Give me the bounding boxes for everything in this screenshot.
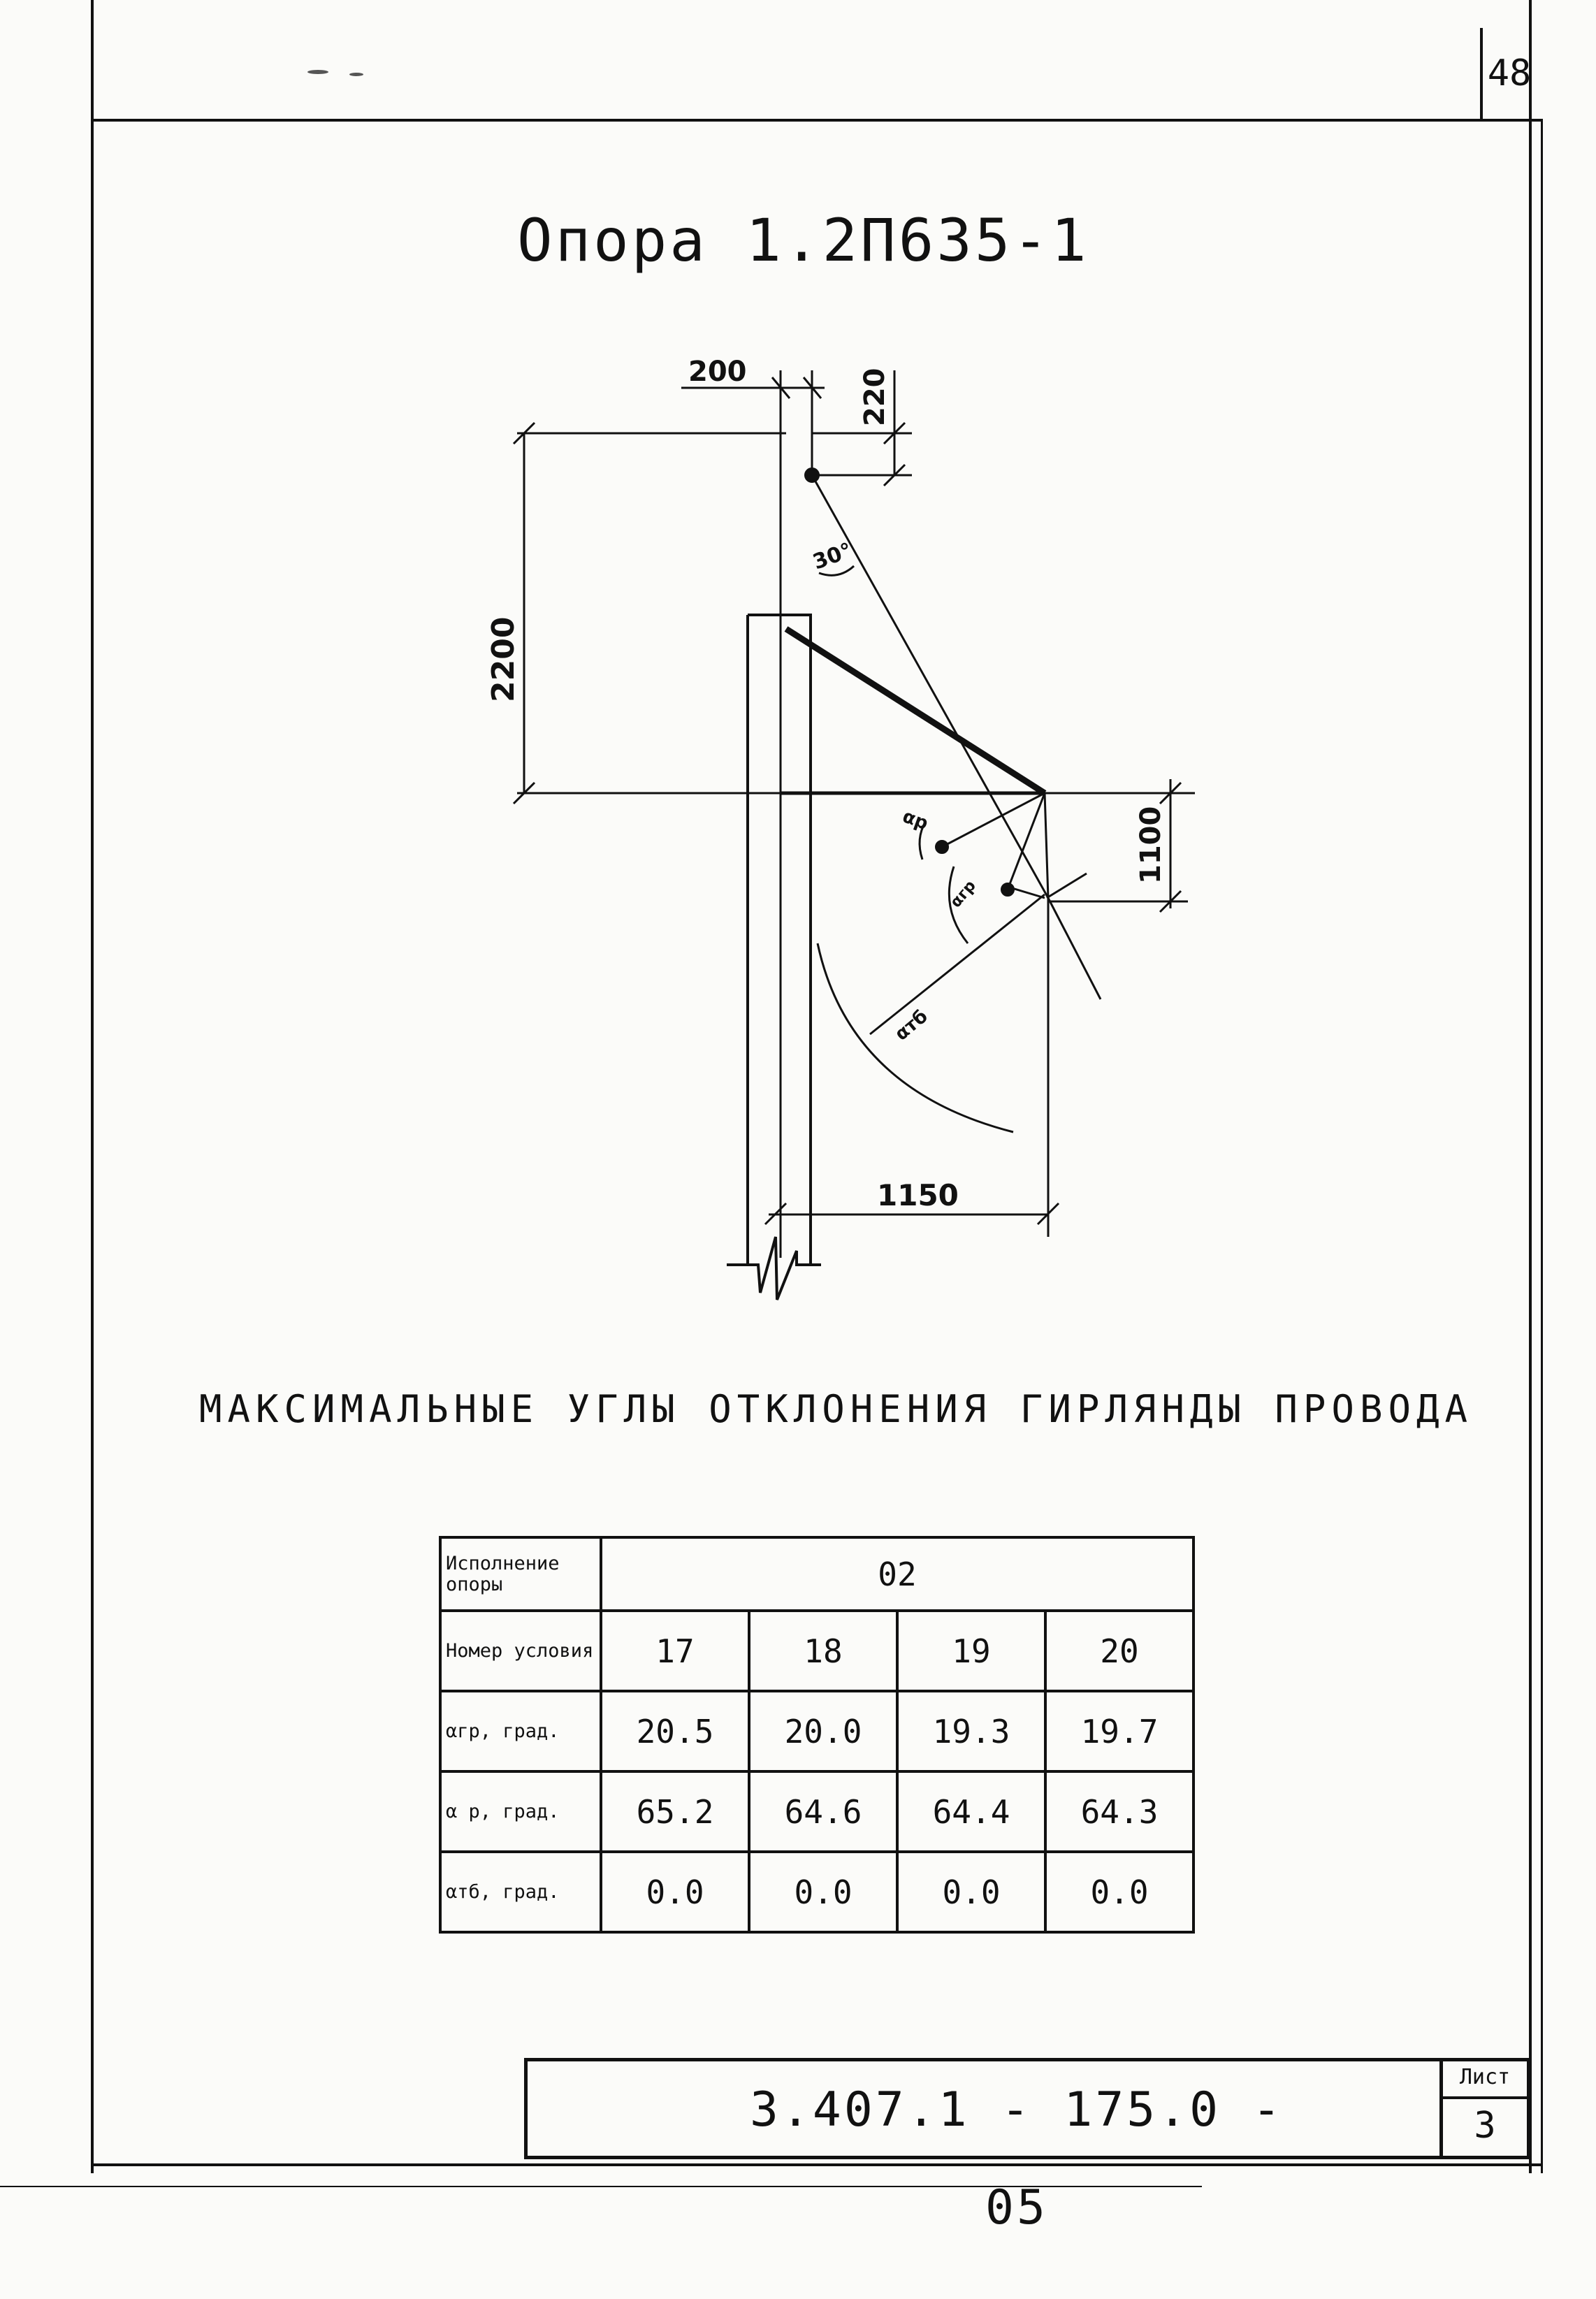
drawing-title: Опора 1.2П635-1	[517, 206, 1089, 275]
node-p	[936, 841, 948, 853]
row-label: αгр, град.	[440, 1691, 601, 1771]
dim-text-1100: 1100	[1135, 806, 1167, 884]
dim-text-2200: 2200	[486, 616, 521, 702]
insulator-string-gr	[1008, 793, 1045, 890]
value-cell: 20.0	[749, 1691, 897, 1771]
condition-cell: 18	[749, 1611, 897, 1691]
row-label: α р, град.	[440, 1771, 601, 1852]
condition-cell: 19	[897, 1611, 1045, 1691]
value-cell: 0.0	[749, 1852, 897, 1932]
value-cell: 0.0	[601, 1852, 749, 1932]
dim-2200	[514, 423, 786, 804]
dim-text-200: 200	[688, 356, 747, 388]
variant-header: Исполнение опоры	[440, 1537, 601, 1611]
value-cell: 19.3	[897, 1691, 1045, 1771]
value-cell: 65.2	[601, 1771, 749, 1852]
insulator-string-tb	[870, 894, 1045, 1034]
left-border	[91, 0, 94, 2173]
document-code: 3.407.1 - 175.0 - 05	[750, 2082, 1284, 2235]
value-cell: 19.7	[1045, 1691, 1194, 1771]
sheet-num-divider	[1480, 28, 1483, 119]
dim-text-1150: 1150	[877, 1178, 959, 1212]
value-cell: 64.3	[1045, 1771, 1194, 1852]
dim-1100	[1045, 779, 1195, 912]
node-gr	[1002, 884, 1013, 895]
pole-break	[727, 1237, 821, 1300]
sheet-value: 3	[1474, 2105, 1496, 2147]
table-row	[440, 1771, 1194, 1852]
row-label: αтб, град.	[440, 1852, 601, 1932]
symbol-alpha-tb: αтб	[891, 1006, 932, 1045]
table-row	[440, 1852, 1194, 1932]
deviation-angles-table	[439, 1536, 1195, 1934]
wire-point-lines	[1010, 793, 1087, 898]
scan-smudge	[307, 70, 328, 74]
condition-header: Номер условия	[440, 1611, 601, 1691]
top-node	[806, 469, 818, 481]
angle-30-label: 30°	[809, 538, 856, 575]
support-drawing	[419, 328, 1258, 1328]
dim-text-220: 220	[859, 368, 891, 426]
scan-smudge	[349, 73, 363, 76]
pole-outline	[748, 615, 811, 1265]
value-cell: 20.5	[601, 1691, 749, 1771]
sheet-box	[1439, 2058, 1530, 2159]
right-border	[1529, 0, 1532, 2173]
table-caption: МАКСИМАЛЬНЫЕ УГЛЫ ОТКЛОНЕНИЯ ГИРЛЯНДЫ ПРОВОДА	[199, 1387, 1473, 1431]
symbol-alpha-gr: αгр	[947, 877, 980, 911]
sheet-number-top: 48	[1487, 52, 1532, 94]
crossarm-brace	[786, 629, 1045, 793]
top-border	[91, 119, 1543, 122]
arc-tb	[818, 943, 1013, 1132]
value-cell: 0.0	[1045, 1852, 1194, 1932]
value-cell: 0.0	[897, 1852, 1045, 1932]
table-row	[440, 1691, 1194, 1771]
bottom-border	[91, 2163, 1543, 2166]
value-cell: 64.6	[749, 1771, 897, 1852]
condition-cell: 20	[1045, 1611, 1194, 1691]
title-block	[524, 2058, 1530, 2235]
sheet-label: Лист	[1443, 2058, 1527, 2099]
right-border-outer	[1541, 119, 1543, 2173]
value-cell: 64.4	[897, 1771, 1045, 1852]
condition-cell: 17	[601, 1611, 749, 1691]
symbol-alpha-p: αр	[899, 806, 931, 835]
variant-value: 02	[601, 1537, 1194, 1611]
